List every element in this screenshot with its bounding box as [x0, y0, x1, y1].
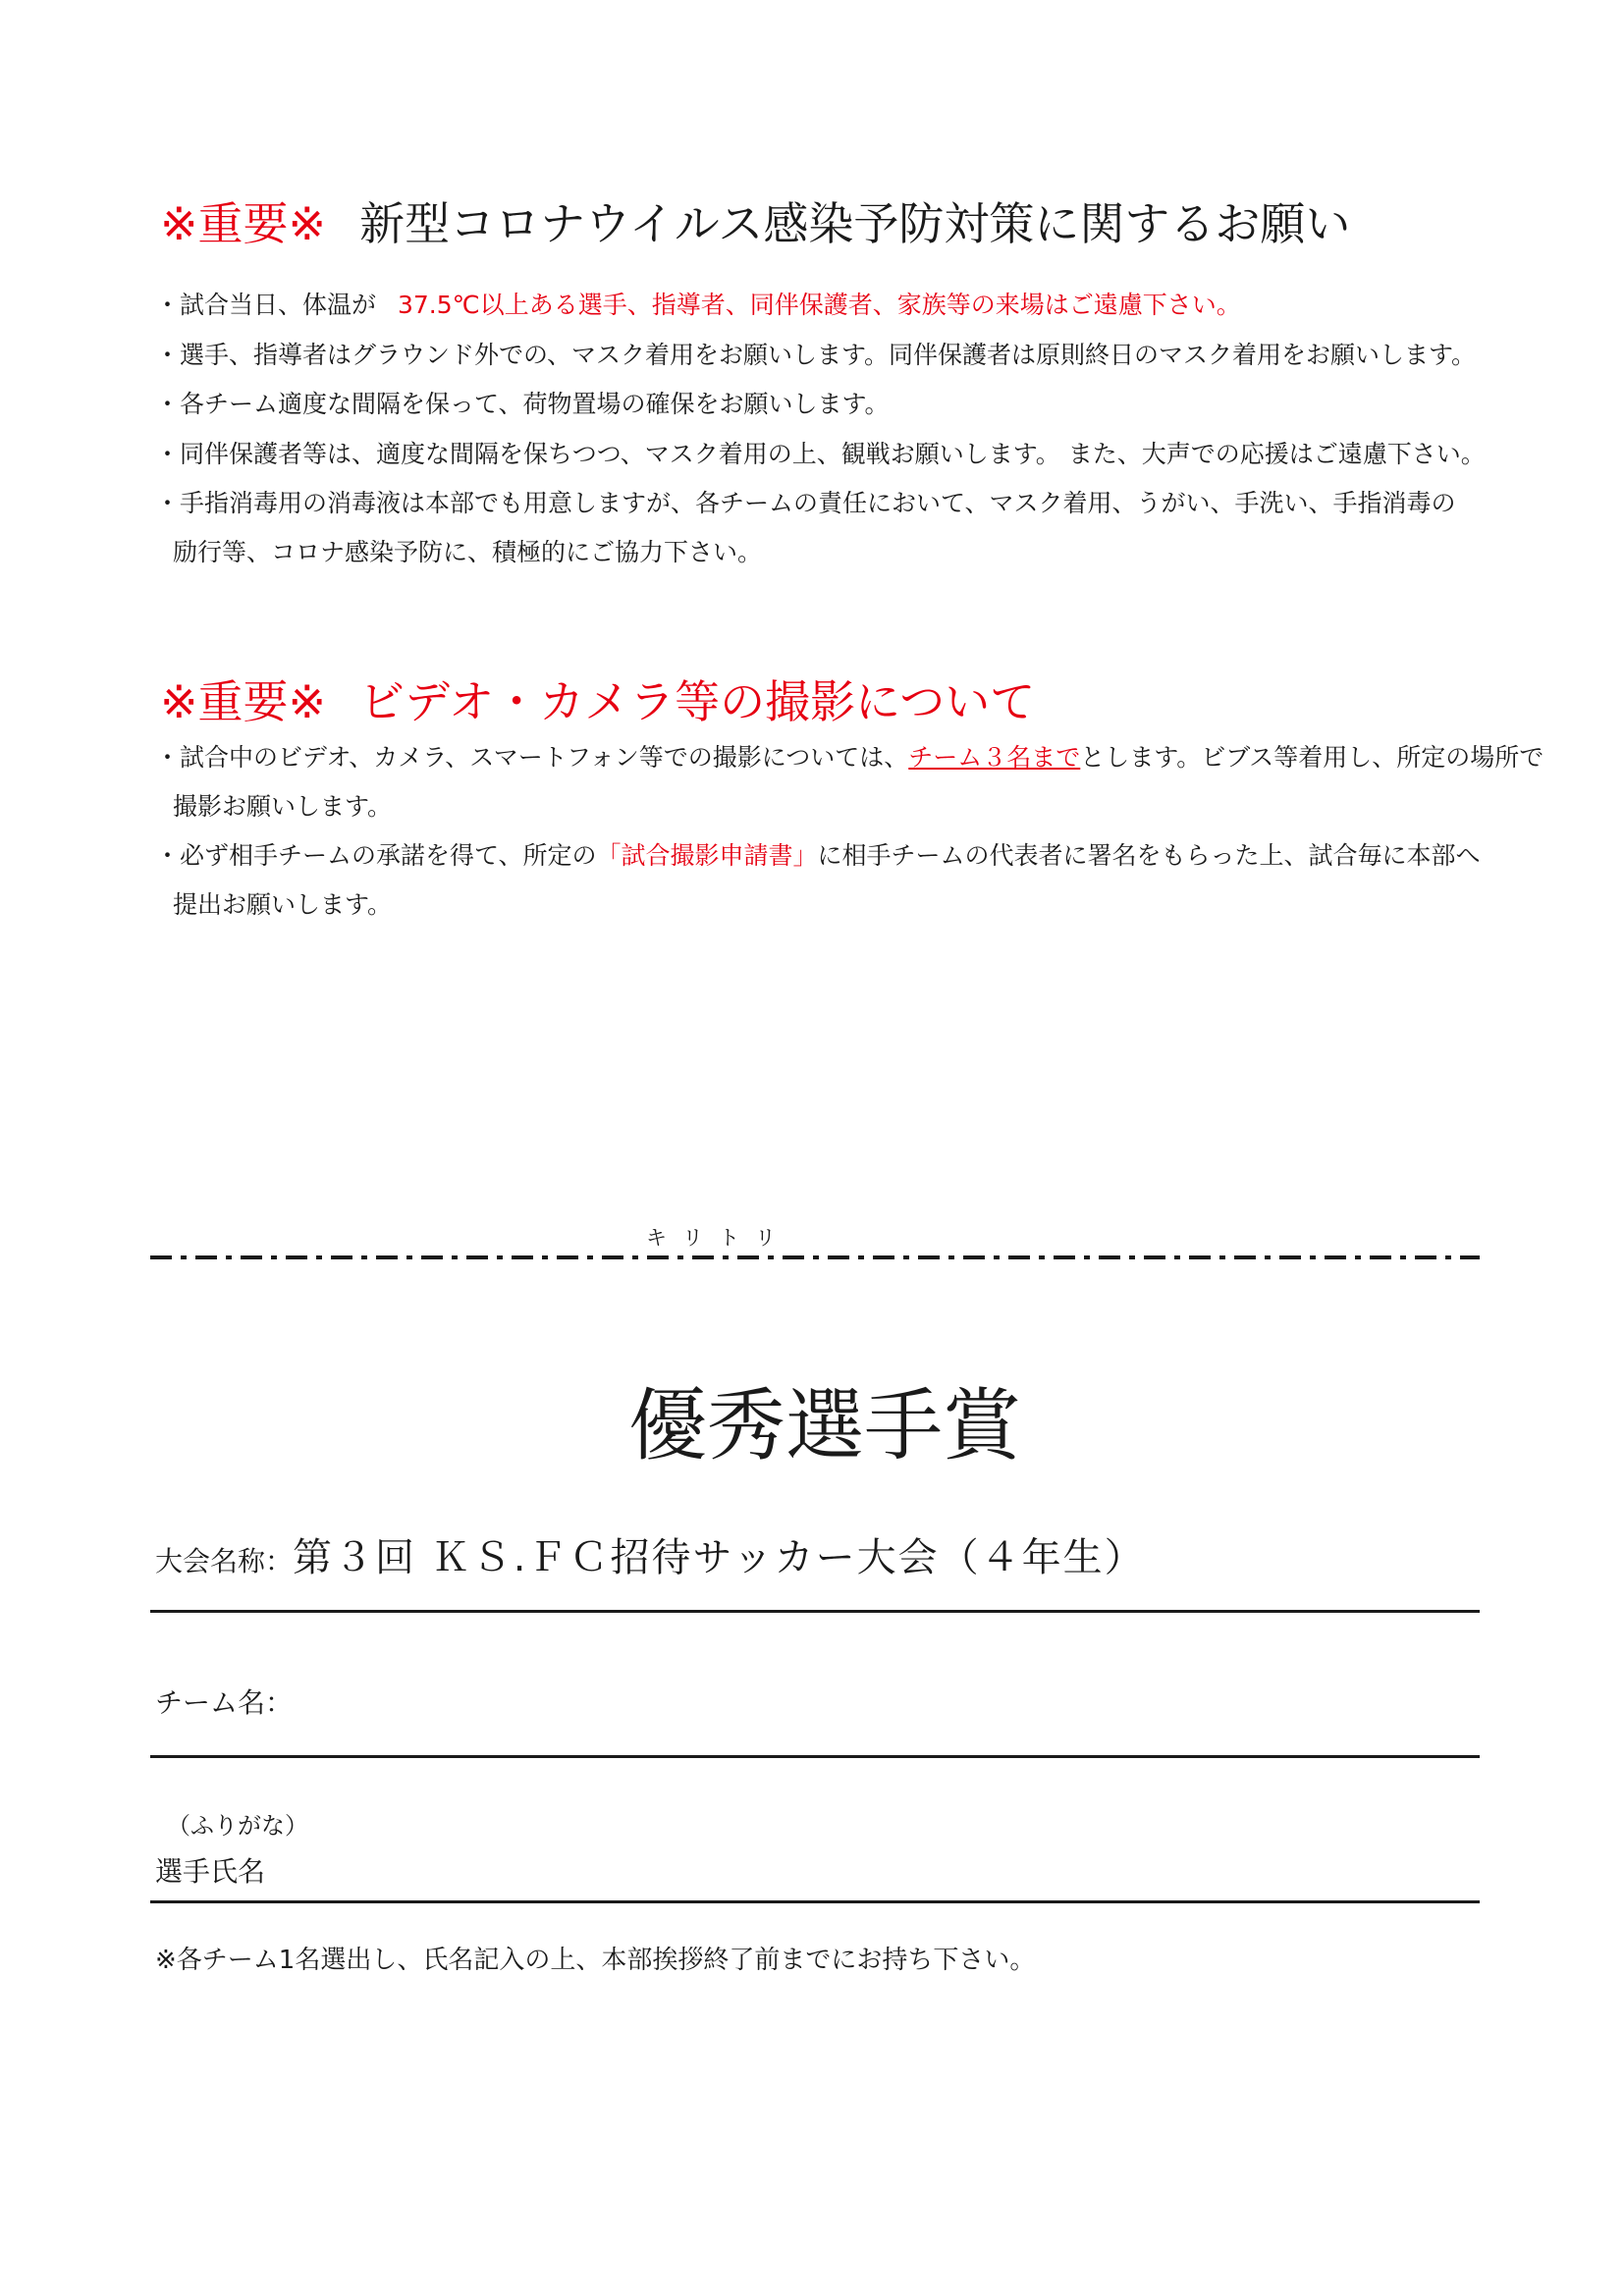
team-name-field[interactable] — [150, 1755, 1480, 1758]
covid-line-5a: ・手指消毒用の消毒液は本部でも用意しますが、各チームの責任において、マスク着用、うがい、手洗い、手指消毒の — [155, 489, 1456, 517]
covid-line-4: ・同伴保護者等は、適度な間隔を保ちつつ、マスク着用の上、観戦お願いします。 また、大声での応援はご遠慮下さい。 — [155, 440, 1486, 468]
camera-heading-text: ビデオ・カメラ等の撮影について — [359, 675, 1036, 728]
furigana-label: （ふりがな） — [167, 1812, 308, 1840]
camera-line-1-prefix: ・試合中のビデオ、カメラ、スマートフォン等での撮影については、 — [155, 743, 909, 772]
tournament-underline — [150, 1610, 1480, 1613]
tournament-label: 大会名称： — [155, 1545, 294, 1577]
camera-heading — [160, 672, 1035, 731]
camera-line-1b: 撮影お願いします。 — [173, 792, 393, 821]
award-title: 優秀選手賞 — [628, 1380, 1021, 1471]
covid-heading-text: 新型コロナウイルス感染予防対策に関するお願い — [359, 197, 1351, 250]
camera-line-2-suffix: に相手チームの代表者に署名をもらった上、試合毎に本部へ — [817, 841, 1481, 870]
covid-line-1-prefix: ・試合当日、体温が — [155, 291, 377, 319]
cut-line — [150, 1255, 1480, 1260]
player-name-field[interactable] — [150, 1900, 1480, 1903]
camera-line-2 — [155, 839, 1481, 873]
covid-line-5b: 励行等、コロナ感染予防に、積極的にご協力下さい。 — [173, 538, 763, 566]
camera-line-2b: 提出お願いします。 — [173, 890, 393, 919]
covid-heading — [160, 194, 1350, 253]
covid-line-3: ・各チーム適度な間隔を保って、荷物置場の確保をお願いします。 — [155, 390, 890, 418]
covid-line-1-red: 37.5℃以上ある選手、指導者、同伴保護者、家族等の来場はご遠慮下さい。 — [397, 291, 1241, 319]
cut-line-label: キリトリ — [646, 1222, 791, 1252]
camera-line-2-prefix: ・必ず相手チームの承諾を得て、所定の — [155, 841, 597, 870]
covid-line-2: ・選手、指導者はグラウンド外での、マスク着用をお願いします。同伴保護者は原則終日のマスク着用をお願いします。 — [155, 341, 1477, 369]
camera-line-2-red: 「試合撮影申請書」 — [596, 841, 818, 870]
covid-heading-mark: ※重要※ — [160, 197, 327, 250]
camera-heading-mark: ※重要※ — [160, 675, 327, 728]
tournament-name: 第３回 ＫＳ.ＦＣ招待サッカー大会（４年生） — [293, 1535, 1146, 1580]
camera-line-1 — [155, 741, 1543, 774]
team-label: チーム名： — [155, 1686, 294, 1719]
player-label: 選手氏名 — [155, 1855, 266, 1888]
camera-line-1-suffix: とします。ビブス等着用し、所定の場所で — [1080, 743, 1544, 772]
tournament-row — [155, 1533, 1146, 1582]
camera-line-1-red: チーム３名まで — [908, 743, 1081, 772]
covid-line-1 — [155, 289, 1241, 322]
submission-note: ※各チーム1名選出し、氏名記入の上、本部挨拶終了前までにお持ち下さい。 — [155, 1946, 1036, 1975]
